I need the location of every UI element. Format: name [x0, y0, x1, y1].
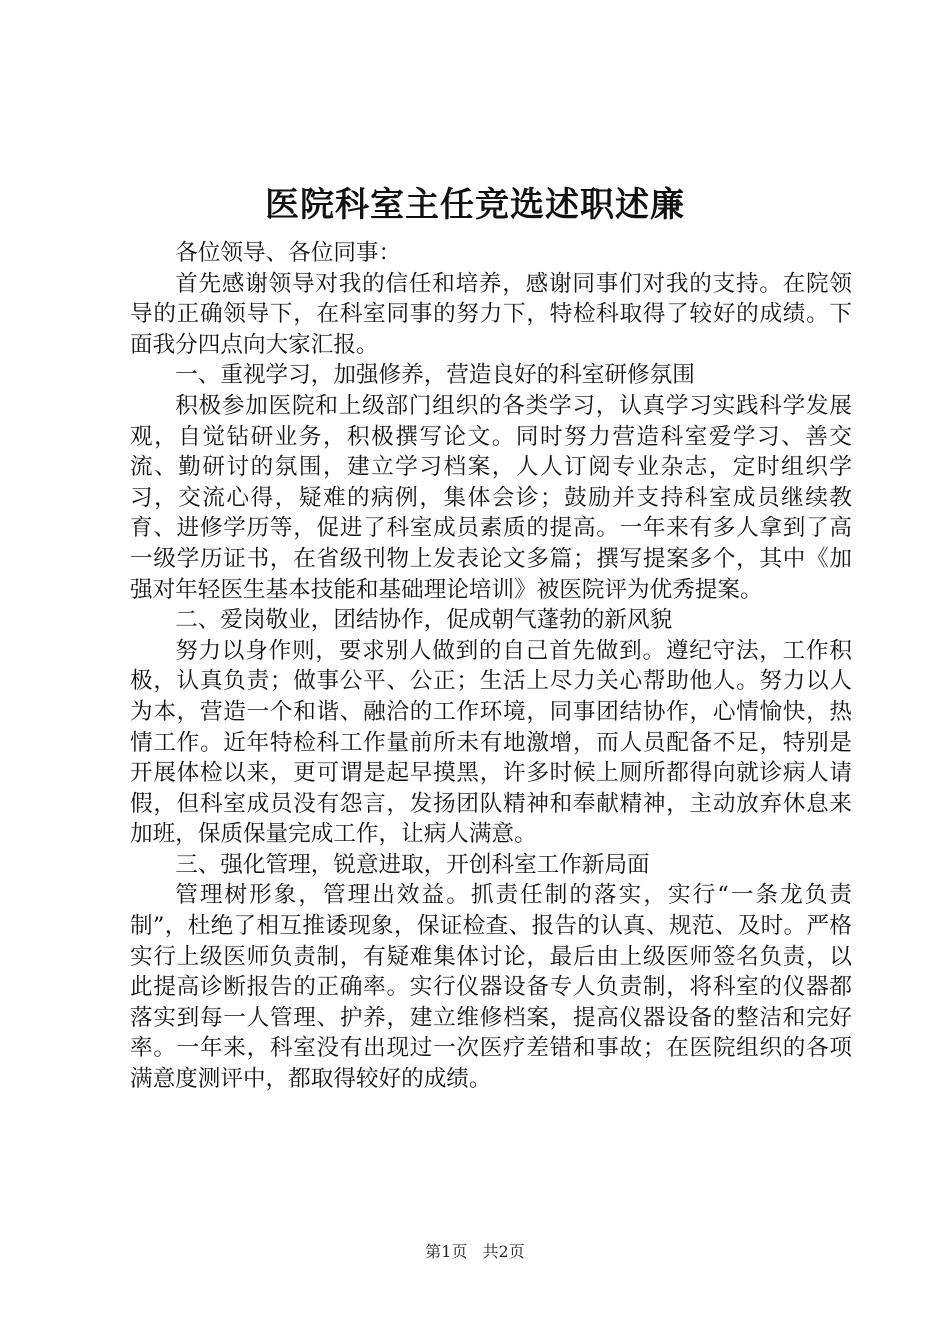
page-total: 共2页 [482, 1242, 525, 1261]
section-paragraph-3: 管理树形象，管理出效益。抓责任制的落实，实行“一条龙负责制”，杜绝了相互推诿现象，保证检查、报告的认真、规范、及时。严格实行上级医师负责制，有疑难集体讨论，最后由上级医师签名负责，以此提高诊断报告的正确率。实行仪器设备专人负责制，将科室的仪器都落实到每一人管理、护养，建立维修档案，提高仪器设备的整洁和完好率。一年来，科室没有出现过一次医疗差错和事故；在医院组织的各项满意度测评中，都取得较好的成绩。 [130, 882, 852, 1093]
intro-paragraph: 首先感谢领导对我的信任和培养，感谢同事们对我的支持。在院领导的正确领导下，在科室同事的努力下，特检科取得了较好的成绩。下面我分四点向大家汇报。 [130, 270, 852, 358]
page-number: 第1页 [425, 1242, 468, 1261]
document-title: 医院科室主任竞选述职述廉 [265, 185, 685, 225]
section-heading-2: 二、爱岗敬业，团结协作，促成朝气蓬勃的新风貌 [175, 607, 673, 634]
section-paragraph-2: 努力以身作则，要求别人做到的自己首先做到。遵纪守法，工作积极，认真负责；做事公平、公正；生活上尽力关心帮助他人。努力以人为本，营造一个和谐、融洽的工作环境，同事团结协作，心情愉快，热情工作。近年特检科工作量前所未有地激增，而人员配备不足，特别是开展体检以来，更可谓是起早摸黑，许多时候上厕所都得向就诊病人请假，但科室成员没有怨言，发扬团队精神和奉献精神，主动放弃休息来加班，保质保量完成工作，让病人满意。 [130, 637, 852, 848]
greeting-paragraph: 各位领导、各位同事： [175, 240, 402, 266]
page-footer [0, 1240, 950, 1264]
section-heading-1: 一、重视学习，加强修养，营造良好的科室研修氛围 [175, 362, 695, 389]
document-body [130, 238, 852, 1095]
section-heading-3: 三、强化管理，锐意进取，开创科室工作新局面 [175, 851, 650, 878]
section-paragraph-1: 积极参加医院和上级部门组织的各类学习，认真学习实践科学发展观，自觉钻研业务，积极撰写论文。同时努力营造科室爱学习、善交流、勤研讨的氛围，建立学习档案，人人订阅专业杂志，定时组织学习，交流心得，疑难的病例，集体会诊；鼓励并支持科室成员继续教育、进修学历等，促进了科室成员素质的提高。一年来有多人拿到了高一级学历证书，在省级刊物上发表论文多篇；撰写提案多个，其中《加强对年轻医生基本技能和基础理论培训》被医院评为优秀提案。 [130, 392, 852, 603]
